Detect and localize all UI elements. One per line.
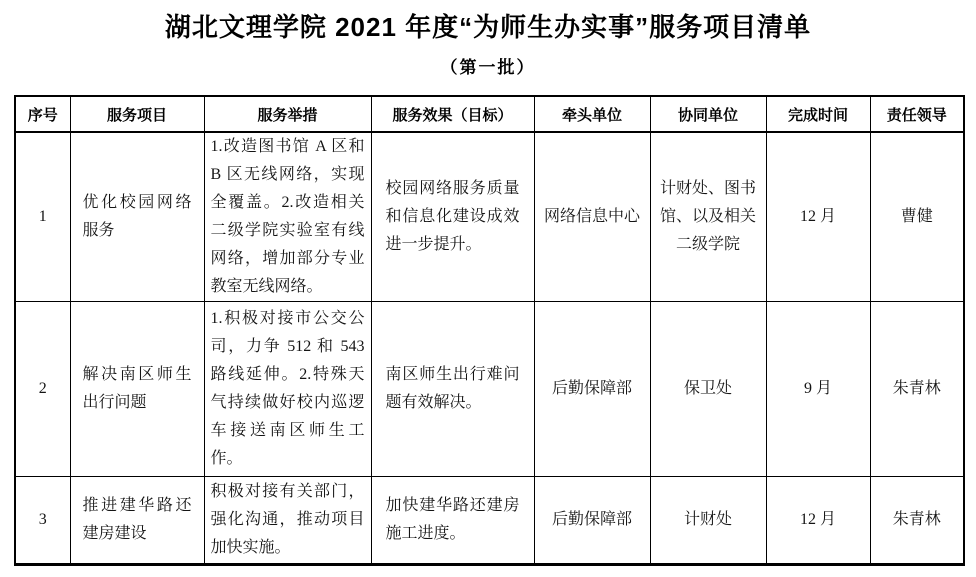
cell-effect: 校园网络服务质量和信息化建设成效进一步提升。 bbox=[371, 132, 534, 302]
cell-deadline: 9 月 bbox=[766, 302, 870, 477]
cell-project: 推进建华路还建房建设 bbox=[70, 477, 204, 565]
header-effect: 服务效果（目标） bbox=[371, 96, 534, 132]
cell-co-unit: 计财处 bbox=[650, 477, 766, 565]
service-project-table bbox=[14, 95, 965, 566]
cell-leader: 朱青林 bbox=[870, 302, 964, 477]
cell-co-unit: 保卫处 bbox=[650, 302, 766, 477]
header-lead-unit: 牵头单位 bbox=[534, 96, 650, 132]
header-index: 序号 bbox=[15, 96, 70, 132]
cell-effect: 加快建华路还建房施工进度。 bbox=[371, 477, 534, 565]
cell-leader: 曹健 bbox=[870, 132, 964, 302]
cell-project: 解决南区师生出行问题 bbox=[70, 302, 204, 477]
cell-deadline: 12 月 bbox=[766, 477, 870, 565]
cell-effect: 南区师生出行难问题有效解决。 bbox=[371, 302, 534, 477]
cell-index: 3 bbox=[15, 477, 70, 565]
header-deadline: 完成时间 bbox=[766, 96, 870, 132]
cell-lead-unit: 后勤保障部 bbox=[534, 302, 650, 477]
header-project: 服务项目 bbox=[70, 96, 204, 132]
document-title: 湖北文理学院 2021 年度“为师生办实事”服务项目清单 bbox=[164, 12, 812, 42]
cell-co-unit: 计财处、图书馆、以及相关二级学院 bbox=[650, 132, 766, 302]
cell-lead-unit: 后勤保障部 bbox=[534, 477, 650, 565]
header-co-unit: 协同单位 bbox=[650, 96, 766, 132]
table-row bbox=[15, 132, 964, 302]
cell-measures: 1.积极对接市公交公司，力争 512 和 543 路线延伸。2.特殊天气持续做好校内巡逻车接送南区师生工作。 bbox=[204, 302, 371, 477]
cell-leader: 朱青林 bbox=[870, 477, 964, 565]
cell-deadline: 12 月 bbox=[766, 132, 870, 302]
table-header-row bbox=[15, 96, 964, 132]
header-measures: 服务举措 bbox=[204, 96, 371, 132]
table-row bbox=[15, 302, 964, 477]
document-subtitle: （第一批） bbox=[440, 58, 536, 77]
cell-measures: 积极对接有关部门，强化沟通，推动项目加快实施。 bbox=[204, 477, 371, 565]
table-row bbox=[15, 477, 964, 565]
cell-index: 2 bbox=[15, 302, 70, 477]
cell-index: 1 bbox=[15, 132, 70, 302]
header-leader: 责任领导 bbox=[870, 96, 964, 132]
cell-project: 优化校园网络服务 bbox=[70, 132, 204, 302]
cell-measures: 1.改造图书馆 A 区和 B 区无线网络，实现全覆盖。2.改造相关二级学院实验室有线网络，增加部分专业教室无线网络。 bbox=[204, 132, 371, 302]
cell-lead-unit: 网络信息中心 bbox=[534, 132, 650, 302]
